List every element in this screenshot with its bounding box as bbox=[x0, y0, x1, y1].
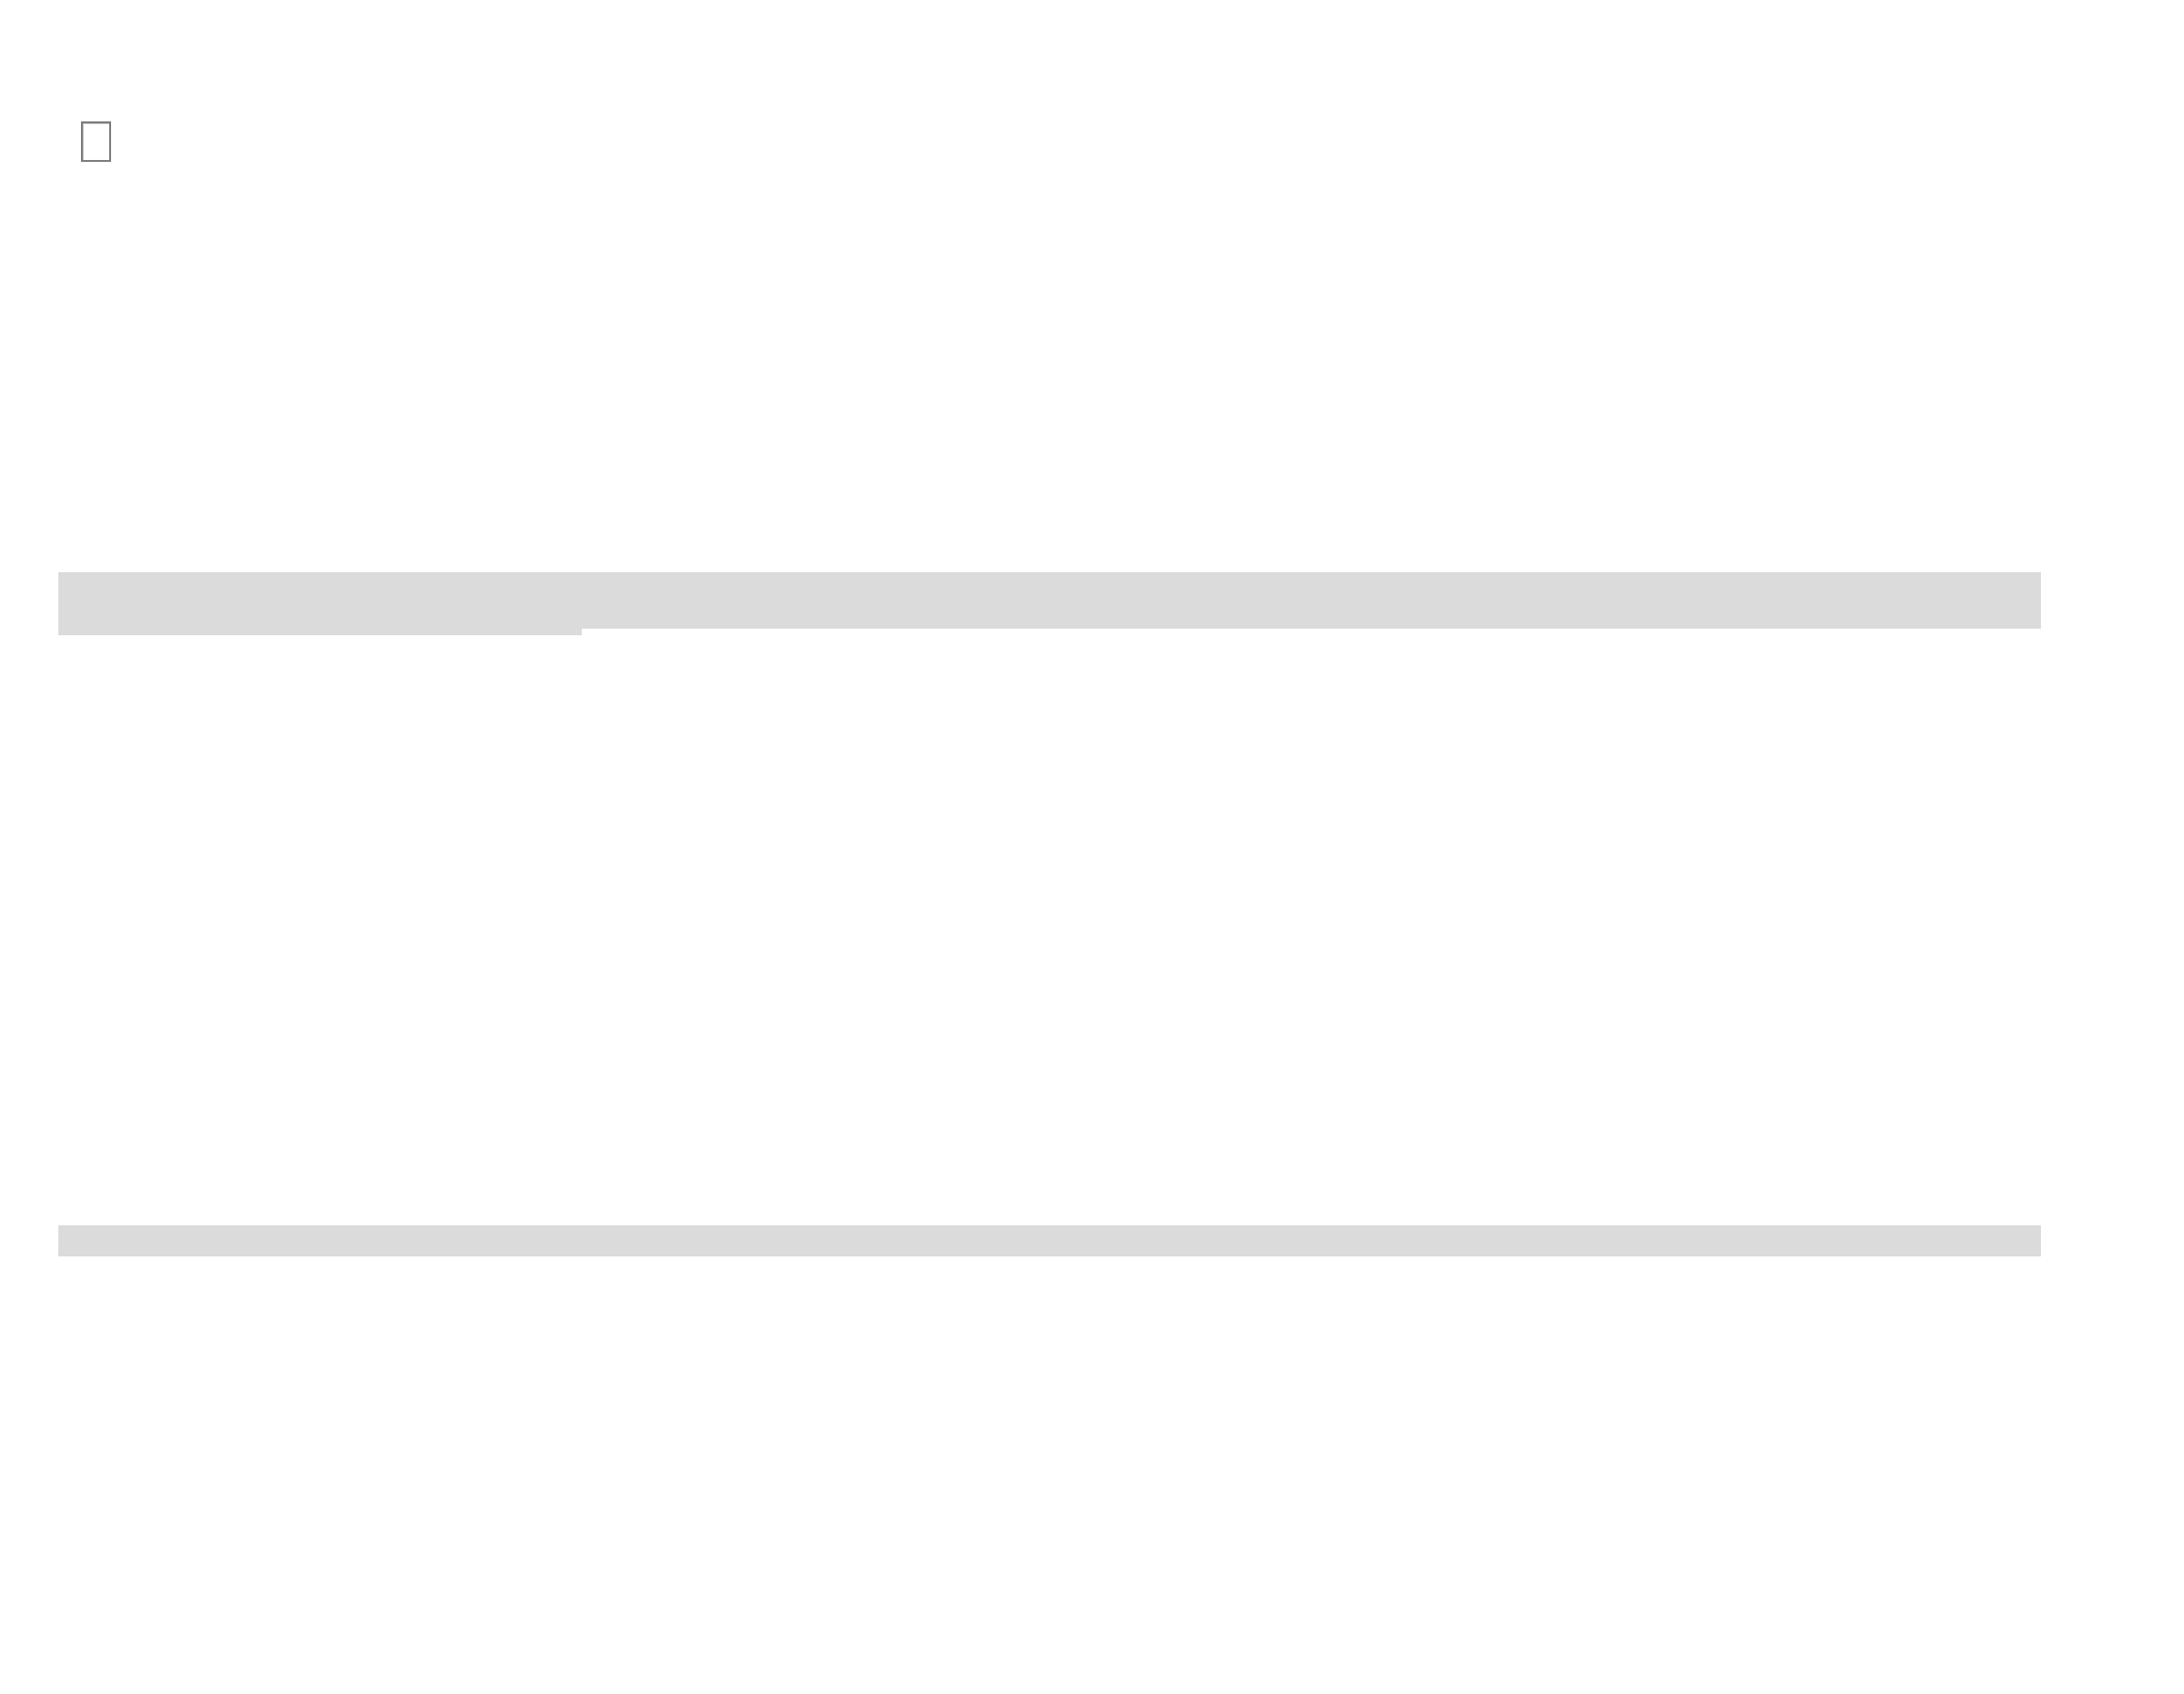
broken-image-icon bbox=[81, 121, 111, 162]
summary-header-calculated-hours bbox=[1999, 580, 2031, 727]
summary-header-left-extension bbox=[58, 629, 582, 635]
summary-table-header bbox=[58, 572, 2041, 629]
equipment-table-header bbox=[58, 1225, 2041, 1256]
